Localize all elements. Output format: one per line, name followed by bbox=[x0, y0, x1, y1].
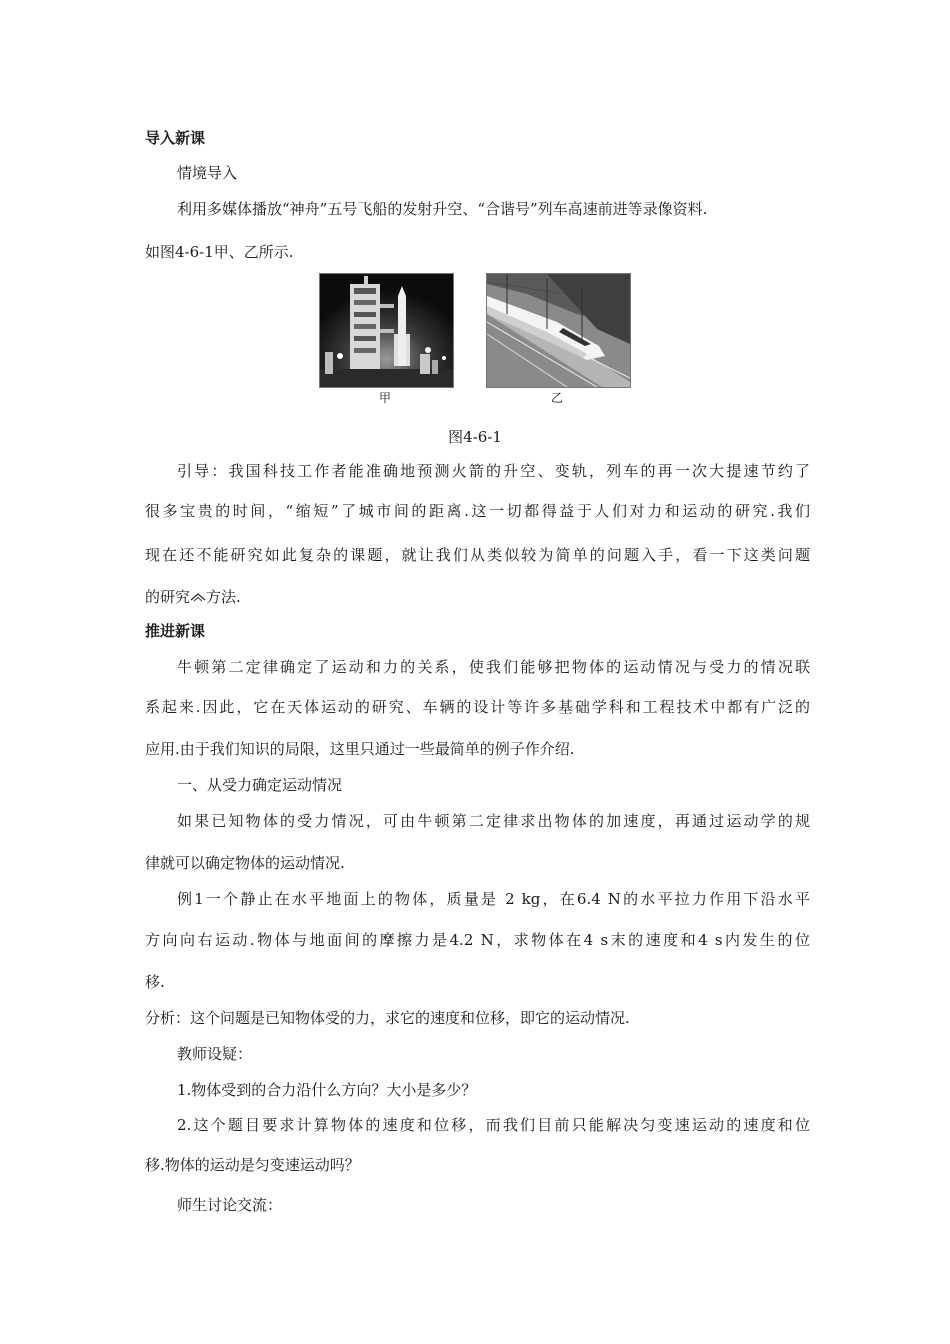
teacher-question: 移.物体的运动是匀变速运动吗？ bbox=[145, 1156, 360, 1174]
figure-label-left: 甲 bbox=[378, 391, 391, 405]
intro-paragraph-line: 如图4-6-1甲、乙所示. bbox=[145, 243, 294, 261]
rocket-launch-photo bbox=[319, 273, 454, 388]
figure-label-right: 乙 bbox=[550, 391, 563, 405]
new-lesson-line: 应用.由于我们知识的局限，这里只通过一些最简单的例子作介绍. bbox=[145, 740, 575, 758]
intro-subheading: 情境导入 bbox=[177, 164, 238, 182]
section-title: 一、从受力确定运动情况 bbox=[177, 776, 343, 794]
guide-line: 现在还不能研究如此复杂的课题，就让我们从类似较为简单的问题入手，看一下这类问题 bbox=[145, 546, 810, 564]
intro-heading: 导入新课 bbox=[145, 129, 206, 147]
example-line: 例1一个静止在水平地面上的物体，质量是 2 kg，在6.4 N的水平拉力作用下沿水平 bbox=[177, 890, 810, 908]
new-lesson-line: 牛顿第二定律确定了运动和力的关系，使我们能够把物体的运动情况与受力的情况联 bbox=[177, 658, 810, 676]
figure-caption: 图4-6-1 bbox=[448, 428, 502, 446]
intro-paragraph-line: 利用多媒体播放“神舟”五号飞船的发射升空、“合谐号”列车高速前进等录像资料. bbox=[177, 200, 708, 218]
new-lesson-line: 系起来.因此，它在天体运动的研究、车辆的设计等许多基础学科和工程技术中都有广泛的 bbox=[145, 698, 810, 716]
example-line: 移. bbox=[145, 973, 165, 991]
teacher-question: 1.物体受到的合力沿什么方向？大小是多少？ bbox=[177, 1081, 477, 1099]
new-lesson-heading: 推进新课 bbox=[145, 622, 206, 640]
guide-line-last bbox=[145, 587, 810, 607]
example-line: 方向向右运动.物体与地面间的摩擦力是4.2 N，求物体在4 s末的速度和4 s内发生的位 bbox=[145, 931, 810, 949]
section-line: 如果已知物体的受力情况，可由牛顿第二定律求出物体的加速度，再通过运动学的规 bbox=[177, 812, 810, 830]
guide-line: 引导：我国科技工作者能准确地预测火箭的升空、变轨，列车的再一次大提速节约了 bbox=[177, 462, 810, 480]
guide-line: 很多宝贵的时间，“缩短”了城市间的距离.这一切都得益于人们对力和运动的研究.我们 bbox=[145, 502, 810, 520]
analysis-line: 分析：这个问题是已知物体受的力，求它的速度和位移，即它的运动情况. bbox=[145, 1009, 630, 1027]
guide-line-start: 的研究 bbox=[145, 588, 191, 606]
discussion-label: 师生讨论交流： bbox=[177, 1196, 283, 1214]
teacher-question: 2.这个题目要求计算物体的速度和位移，而我们目前只能解决匀变速运动的速度和位 bbox=[177, 1116, 810, 1134]
guide-line-end: 方法. bbox=[206, 588, 241, 606]
inline-mark-icon bbox=[190, 588, 206, 600]
section-line: 律就可以确定物体的运动情况. bbox=[145, 854, 345, 872]
teacher-label: 教师设疑： bbox=[177, 1045, 253, 1063]
high-speed-train-photo bbox=[486, 273, 631, 388]
